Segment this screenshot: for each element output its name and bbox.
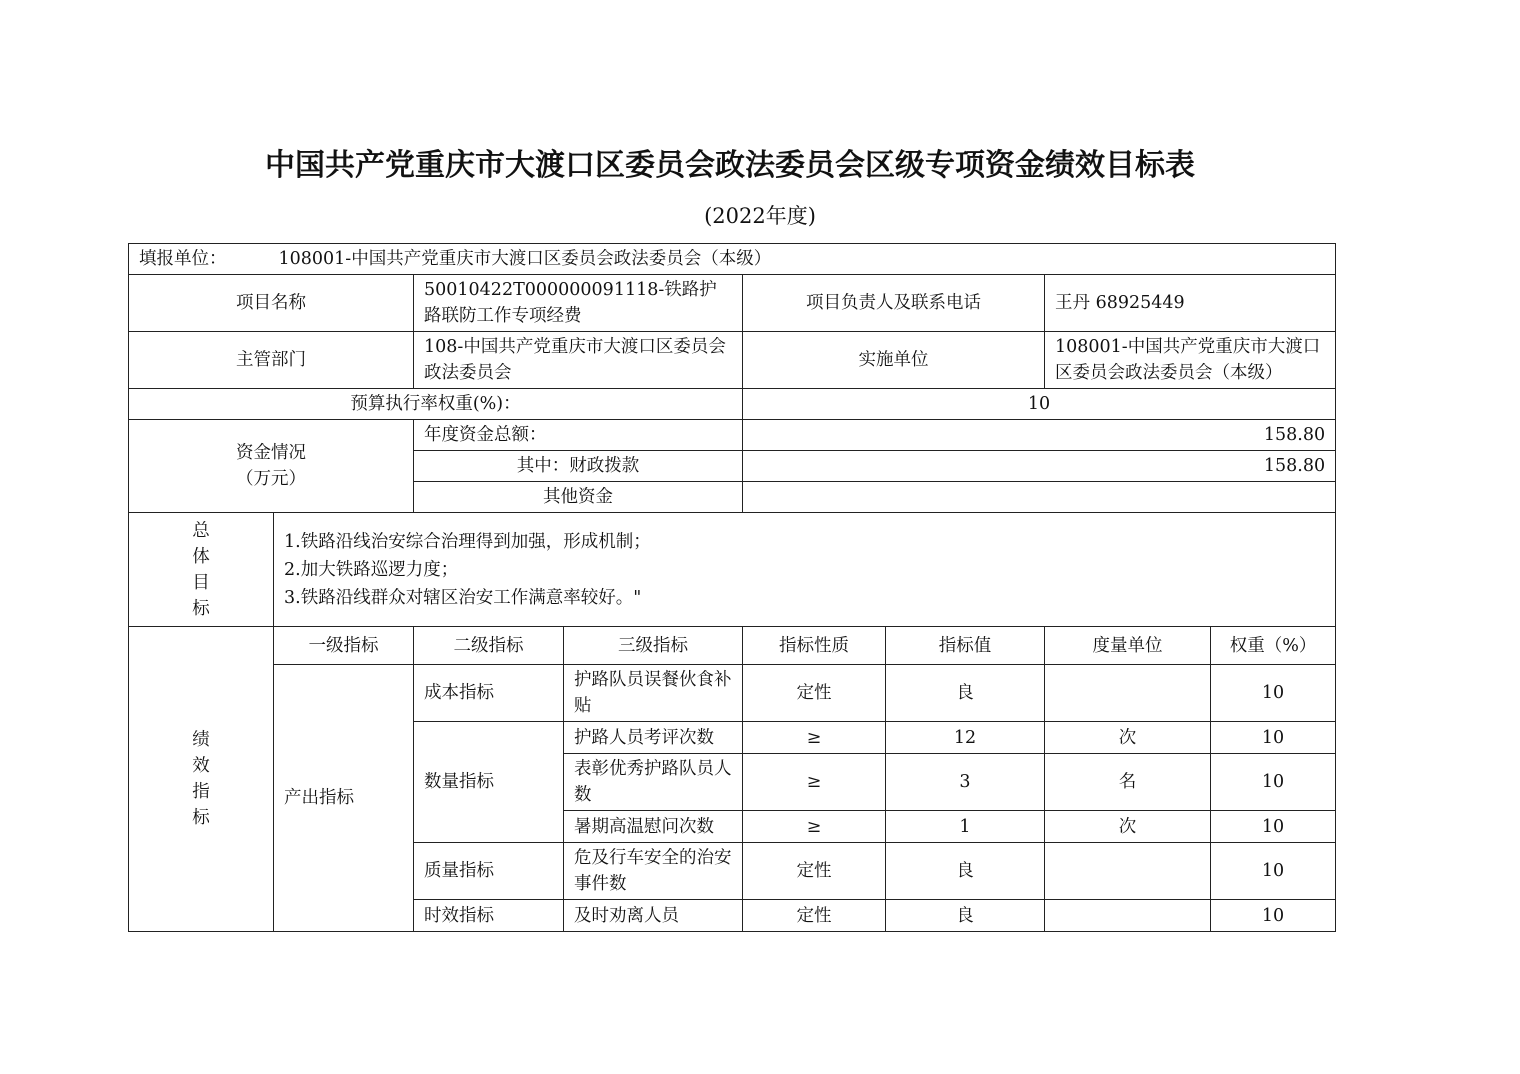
fiscal-allocation-value: 158.80 bbox=[743, 451, 1336, 482]
indicator-nature: 定性 bbox=[743, 900, 886, 932]
funds-label-line2: （万元） bbox=[236, 469, 306, 489]
other-funds-label: 其他资金 bbox=[414, 482, 743, 513]
project-owner-value: 王丹 68925449 bbox=[1045, 275, 1336, 332]
header-unit: 度量单位 bbox=[1045, 627, 1211, 665]
fiscal-allocation-label: 其中：财政拨款 bbox=[414, 451, 743, 482]
indicator-weight: 10 bbox=[1211, 843, 1336, 900]
goal-char: 目 bbox=[192, 572, 210, 593]
page-title: 中国共产党重庆市大渡口区委员会政法委员会区级专项资金绩效目标表 bbox=[265, 148, 1195, 183]
implementing-unit-value: 108001-中国共产党重庆市大渡口区委员会政法委员会（本级） bbox=[1045, 332, 1336, 389]
overall-goal-content bbox=[274, 513, 1336, 627]
goal-char: 总 bbox=[192, 520, 210, 541]
performance-target-table bbox=[128, 243, 1336, 932]
indicator-value: 1 bbox=[886, 811, 1045, 843]
indicator-unit: 次 bbox=[1045, 811, 1211, 843]
budget-weight-label: 预算执行率权重(%)： bbox=[129, 389, 743, 420]
indicator-name: 危及行车安全的治安事件数 bbox=[564, 843, 743, 900]
fiscal-year: (2022年度) bbox=[704, 204, 816, 228]
project-name-label: 项目名称 bbox=[129, 275, 414, 332]
goal-char: 标 bbox=[192, 598, 210, 619]
indicator-nature: 定性 bbox=[743, 665, 886, 722]
indicator-nature: 定性 bbox=[743, 843, 886, 900]
reporting-unit-cell bbox=[129, 244, 1336, 275]
perf-char: 绩 bbox=[192, 730, 210, 750]
project-owner-label: 项目负责人及联系电话 bbox=[743, 275, 1045, 332]
indicator-nature: ≥ bbox=[743, 811, 886, 843]
annual-total-value: 158.80 bbox=[743, 420, 1336, 451]
indicator-value: 良 bbox=[886, 900, 1045, 932]
indicator-value: 良 bbox=[886, 843, 1045, 900]
indicator-unit: 名 bbox=[1045, 754, 1211, 811]
perf-char: 效 bbox=[192, 756, 210, 776]
indicator-unit bbox=[1045, 665, 1211, 722]
indicator-name: 护路队员误餐伙食补贴 bbox=[564, 665, 743, 722]
header-value: 指标值 bbox=[886, 627, 1045, 665]
header-level1: 一级指标 bbox=[274, 627, 414, 665]
implementing-unit-label: 实施单位 bbox=[743, 332, 1045, 389]
goal-line: 1.铁路沿线治安综合治理得到加强，形成机制； bbox=[284, 531, 651, 552]
level2-quality: 质量指标 bbox=[414, 843, 564, 900]
supervising-dept-value: 108-中国共产党重庆市大渡口区委员会政法委员会 bbox=[414, 332, 743, 389]
indicator-nature: ≥ bbox=[743, 722, 886, 754]
perf-char: 指 bbox=[192, 782, 210, 802]
header-level3: 三级指标 bbox=[564, 627, 743, 665]
supervising-dept-label: 主管部门 bbox=[129, 332, 414, 389]
indicator-value: 12 bbox=[886, 722, 1045, 754]
performance-indicators-label bbox=[129, 627, 274, 932]
indicator-weight: 10 bbox=[1211, 665, 1336, 722]
goal-char: 体 bbox=[192, 546, 210, 567]
indicator-name: 表彰优秀护路队员人数 bbox=[564, 754, 743, 811]
reporting-unit-value: 108001-中国共产党重庆市大渡口区委员会政法委员会（本级） bbox=[278, 249, 772, 269]
goal-line: 3.铁路沿线群众对辖区治安工作满意率较好。" bbox=[284, 587, 642, 608]
indicator-weight: 10 bbox=[1211, 900, 1336, 932]
other-funds-value bbox=[743, 482, 1336, 513]
indicator-value: 良 bbox=[886, 665, 1045, 722]
indicator-weight: 10 bbox=[1211, 722, 1336, 754]
indicator-name: 及时劝离人员 bbox=[564, 900, 743, 932]
indicator-weight: 10 bbox=[1211, 754, 1336, 811]
level1-output: 产出指标 bbox=[274, 665, 414, 932]
header-weight: 权重（%） bbox=[1211, 627, 1336, 665]
goal-line: 2.加大铁路巡逻力度； bbox=[284, 559, 459, 580]
project-name-value: 50010422T000000091118-铁路护路联防工作专项经费 bbox=[414, 275, 743, 332]
indicator-unit bbox=[1045, 843, 1211, 900]
overall-goal-label bbox=[129, 513, 274, 627]
level2-timeliness: 时效指标 bbox=[414, 900, 564, 932]
indicator-weight: 10 bbox=[1211, 811, 1336, 843]
indicator-name: 暑期高温慰问次数 bbox=[564, 811, 743, 843]
level2-quantity: 数量指标 bbox=[414, 722, 564, 843]
indicator-value: 3 bbox=[886, 754, 1045, 811]
perf-char: 标 bbox=[192, 808, 210, 828]
funds-label bbox=[129, 420, 414, 513]
level2-cost: 成本指标 bbox=[414, 665, 564, 722]
indicator-unit bbox=[1045, 900, 1211, 932]
header-level2: 二级指标 bbox=[414, 627, 564, 665]
header-nature: 指标性质 bbox=[743, 627, 886, 665]
funds-label-line1: 资金情况 bbox=[236, 443, 306, 463]
annual-total-label: 年度资金总额： bbox=[414, 420, 743, 451]
indicator-unit: 次 bbox=[1045, 722, 1211, 754]
reporting-unit-label: 填报单位： bbox=[139, 249, 227, 269]
indicator-name: 护路人员考评次数 bbox=[564, 722, 743, 754]
budget-weight-value: 10 bbox=[743, 389, 1336, 420]
indicator-nature: ≥ bbox=[743, 754, 886, 811]
